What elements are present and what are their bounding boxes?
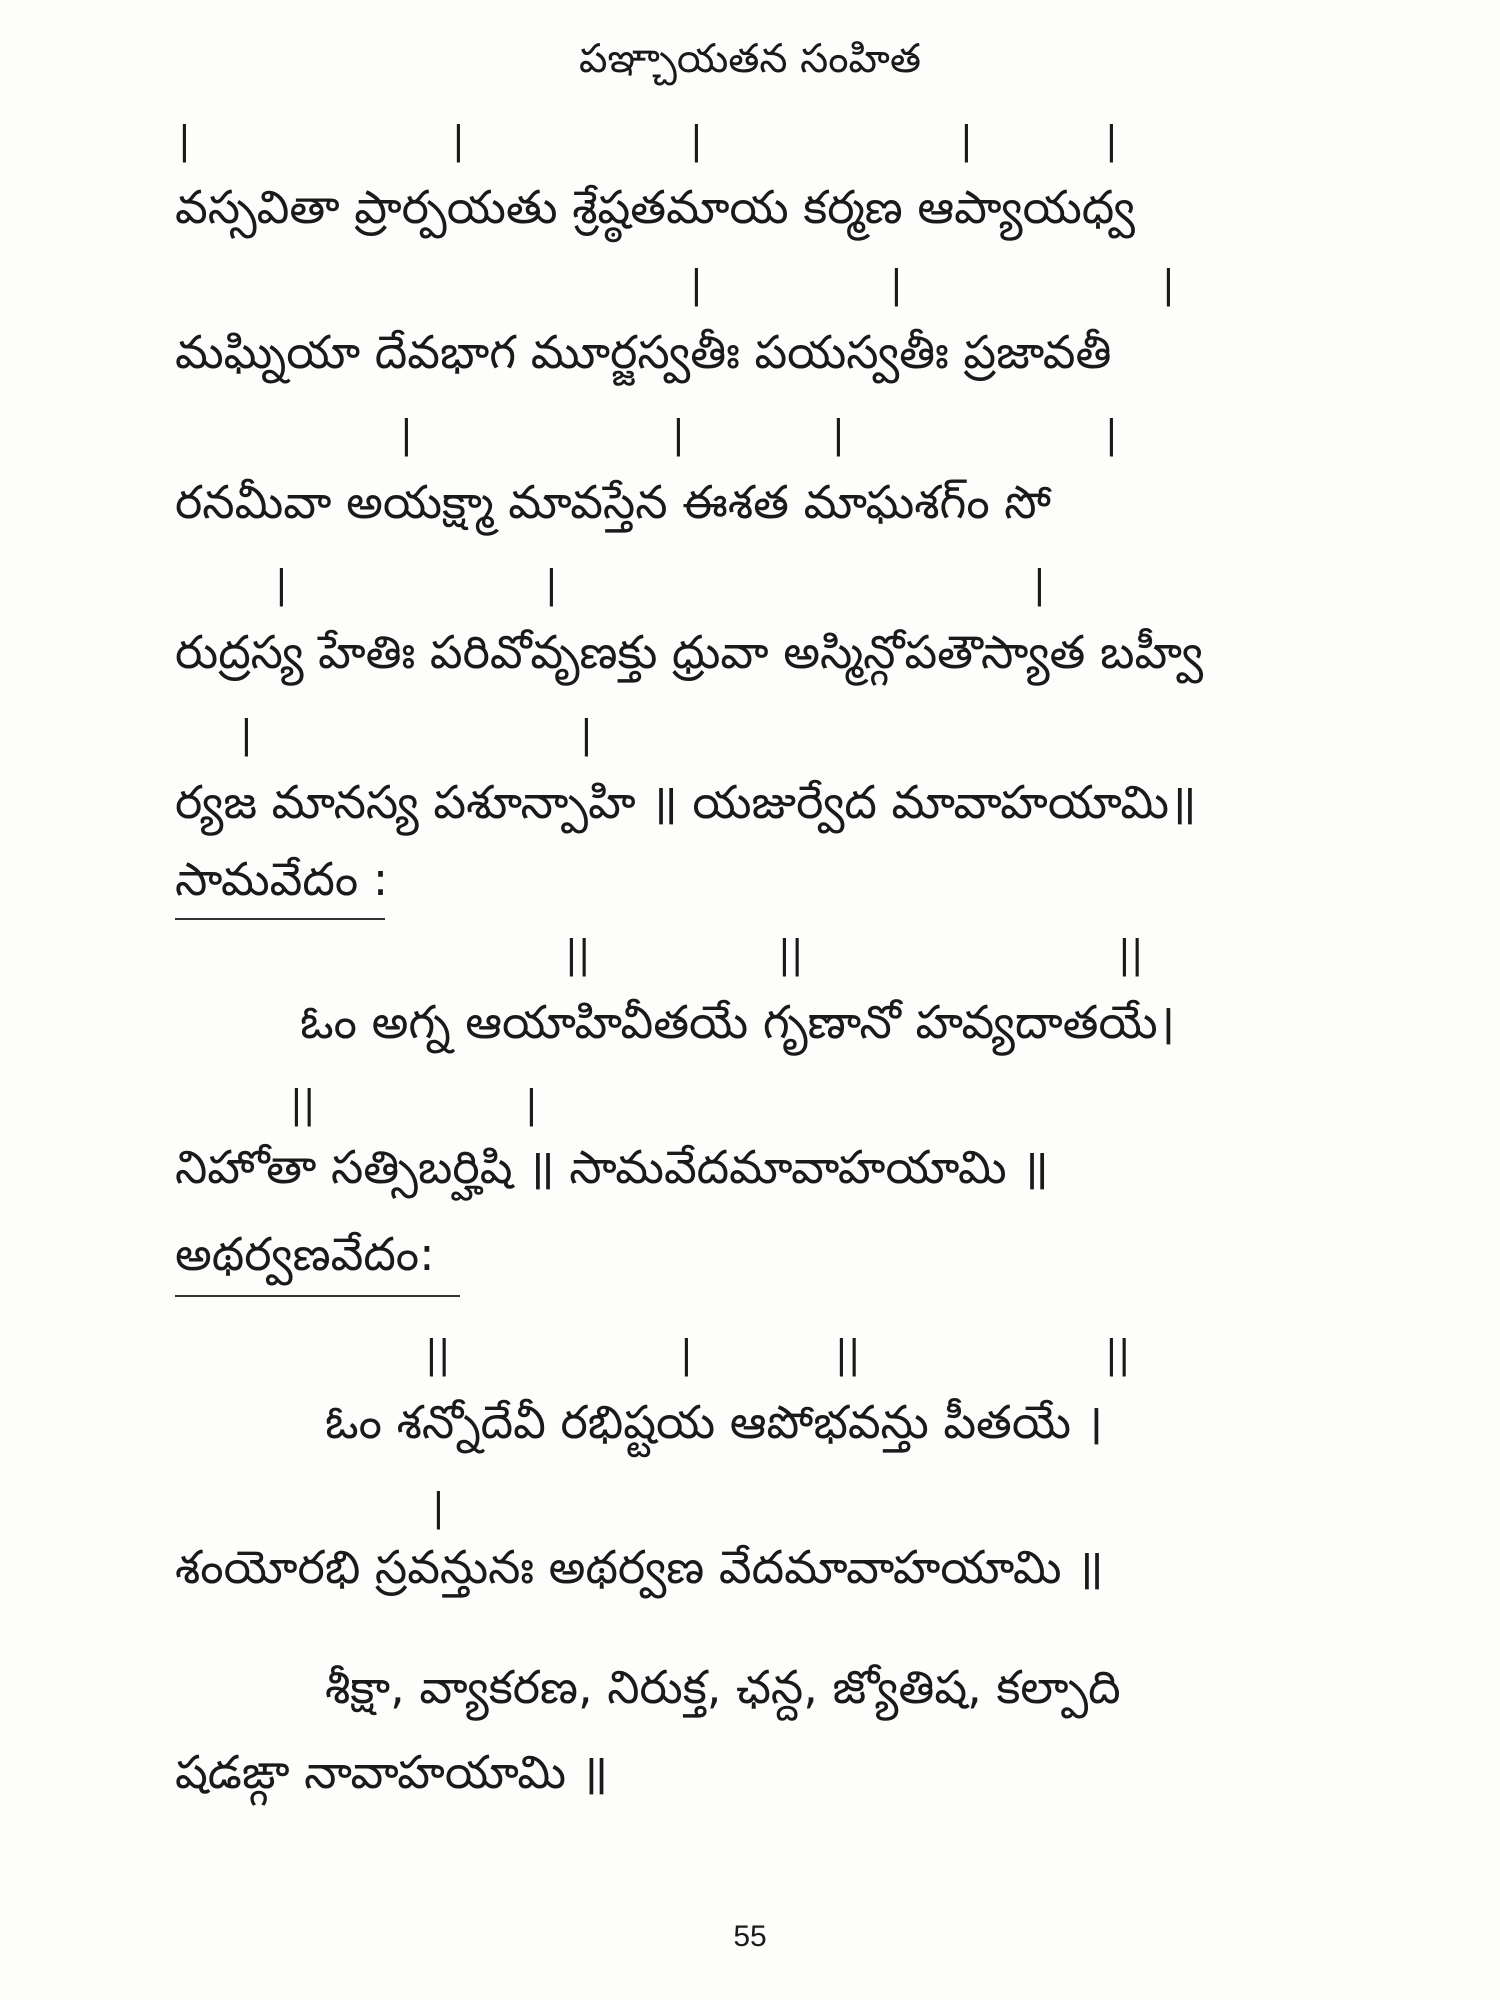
verse-line: మఘ్నియా దేవభాగ మూర్జస్వతీః పయస్వతీః ప్రజావతీ: [175, 325, 1112, 379]
accent-marks-row: [0, 712, 1500, 756]
svarita-mark: |: [890, 262, 903, 306]
svarita-mark: |: [832, 412, 845, 456]
running-head-title: పఞ్చాయతన సంహిత: [579, 36, 921, 82]
accent-marks-row: [0, 1332, 1500, 1376]
svarita-mark: |: [1105, 118, 1118, 162]
svarita-mark: |: [275, 562, 288, 606]
svarita-mark: |: [672, 412, 685, 456]
section-heading-atharvaveda: అథర్వణవేదం:: [175, 1227, 435, 1281]
dirgha-svarita-mark: ||: [1118, 932, 1144, 976]
svarita-mark: |: [452, 118, 465, 162]
dirgha-svarita-mark: ||: [835, 1332, 861, 1376]
svarita-mark: |: [400, 412, 413, 456]
verse-line: షడఙ్గా నావాహయామి ॥: [175, 1745, 609, 1799]
accent-marks-row: [0, 412, 1500, 456]
dirgha-svarita-mark: ||: [290, 1082, 316, 1126]
dirgha-svarita-mark: ||: [565, 932, 591, 976]
dirgha-svarita-mark: ||: [1105, 1332, 1131, 1376]
accent-marks-row: [0, 1082, 1500, 1126]
verse-line: ఓం అగ్న ఆయాహివీతయే గృణానో హవ్యదాతయే।: [300, 995, 1176, 1049]
section-heading-samaveda: సామవేదం :: [175, 852, 389, 906]
page-number: 55: [733, 1920, 767, 1953]
svarita-mark: |: [240, 712, 253, 756]
heading-underline: [175, 918, 385, 920]
svarita-mark: |: [680, 1332, 693, 1376]
verse-line: వస్సవితా ప్రార్పయతు శ్రేష్ఠతమాయ కర్మణ ఆప్యాయధ్వ: [175, 180, 1135, 234]
verse-line: నిహోతా సత్సిబర్హిషి ॥ సామవేదమావాహయామి ॥: [175, 1140, 1049, 1194]
verse-line: శంయోరభి స్రవన్తునః అథర్వణ వేదమావాహయామి ॥: [175, 1540, 1104, 1594]
svarita-mark: |: [178, 118, 191, 162]
accent-marks-row: [0, 1485, 1500, 1529]
verse-line: ఓం శన్నోదేవీ రభిష్టయ ఆపోభవన్తు పీతయే ।: [325, 1395, 1104, 1449]
dirgha-svarita-mark: ||: [425, 1332, 451, 1376]
verse-line: శీక్షా, వ్యాకరణ, నిరుక్త, ఛన్ద, జ్యోతిష, కల్పాది: [325, 1660, 1121, 1714]
accent-marks-row: [0, 932, 1500, 976]
accent-marks-row: [0, 118, 1500, 162]
svarita-mark: |: [1162, 262, 1175, 306]
svarita-mark: |: [690, 262, 703, 306]
verse-line: రనమీవా అయక్ష్మా మావస్తేన ఈశత మాఘశగ్ం సో: [175, 475, 1052, 529]
dirgha-svarita-mark: ||: [778, 932, 804, 976]
svarita-mark: |: [690, 118, 703, 162]
verse-line: రుద్రస్య హేతిః పరివోవృణక్తు ధ్రువా అస్మిన్గోపతౌస్యాత బహ్వీ: [175, 625, 1204, 679]
accent-marks-row: [0, 562, 1500, 606]
svarita-mark: |: [580, 712, 593, 756]
svarita-mark: |: [1105, 412, 1118, 456]
accent-marks-row: [0, 262, 1500, 306]
verse-line: ర్యజ మానస్య పశూన్పాహి ॥ యజుర్వేద మావాహయామి॥: [175, 775, 1197, 829]
svarita-mark: |: [525, 1082, 538, 1126]
heading-underline: [175, 1295, 460, 1297]
svarita-mark: |: [545, 562, 558, 606]
svarita-mark: |: [1033, 562, 1046, 606]
svarita-mark: |: [432, 1485, 445, 1529]
svarita-mark: |: [960, 118, 973, 162]
